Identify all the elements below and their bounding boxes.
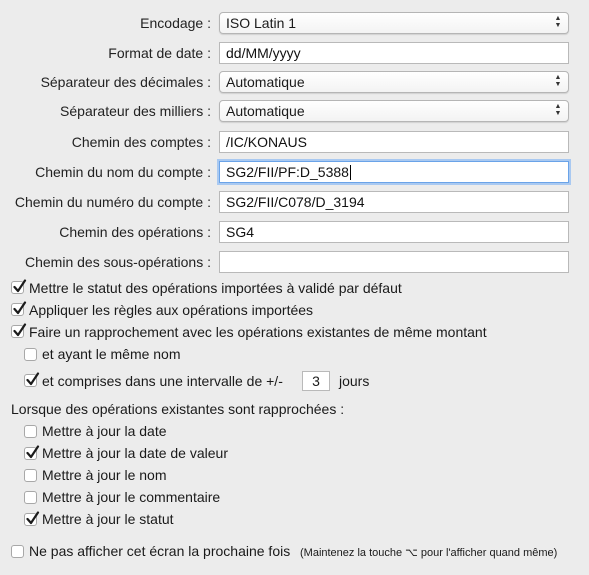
chemin-comptes-label: Chemin des comptes : [71, 134, 211, 150]
format-date-label: Format de date : [108, 45, 211, 61]
chemin-comptes-field[interactable]: /IC/KONAUS [219, 131, 569, 153]
rapprochement-checkbox[interactable] [11, 325, 24, 338]
chemin-operations-label: Chemin des opérations : [59, 224, 211, 240]
up-down-arrows-icon: ▲ ▼ [554, 74, 562, 88]
intervalle-unit-label: jours [339, 373, 370, 389]
sep-decimales-popup[interactable] [219, 71, 569, 93]
maj-date-valeur-checkbox[interactable] [24, 447, 37, 460]
chemin-sous-operations-field[interactable] [219, 251, 569, 273]
chemin-nom-compte-label: Chemin du nom du compte : [35, 164, 211, 180]
sep-decimales-label: Séparateur des décimales : [40, 74, 211, 90]
sep-milliers-row [0, 100, 589, 124]
chemin-numero-compte-row [0, 191, 589, 215]
encodage-label: Encodage : [140, 15, 211, 31]
chemin-operations-field[interactable]: SG4 [219, 221, 569, 243]
checkmark-icon [12, 301, 27, 316]
encodage-row [0, 12, 589, 36]
appliquer-regles-checkbox[interactable] [11, 303, 24, 316]
checkmark-icon [12, 323, 27, 338]
format-date-row [0, 42, 589, 66]
sep-decimales-value: Automatique [226, 74, 305, 90]
rapprochement-label: Faire un rapprochement avec les opérations existantes de même montant [29, 324, 487, 340]
chemin-operations-row [0, 221, 589, 245]
maj-commentaire-checkbox[interactable] [24, 491, 37, 504]
chemin-numero-compte-field[interactable]: SG2/FII/C078/D_3194 [219, 191, 569, 213]
chemin-sous-operations-row [0, 251, 589, 275]
maj-nom-label: Mettre à jour le nom [42, 467, 167, 483]
sep-milliers-label: Séparateur des milliers : [60, 103, 211, 119]
maj-nom-checkbox[interactable] [24, 469, 37, 482]
sep-milliers-value: Automatique [226, 103, 305, 119]
chemin-nom-compte-field[interactable] [219, 161, 569, 183]
checkmark-icon [25, 511, 40, 526]
chemin-nom-compte-value: SG2/FII/PF:D_5388 [226, 164, 349, 180]
statut-valide-checkbox[interactable] [11, 281, 24, 294]
statut-valide-label: Mettre le statut des opérations importées à validé par défaut [29, 280, 402, 296]
intervalle-checkbox[interactable] [24, 374, 37, 387]
meme-nom-checkbox[interactable] [24, 348, 37, 361]
checkmark-icon [25, 445, 40, 460]
maj-date-label: Mettre à jour la date [42, 423, 167, 439]
maj-date-valeur-label: Mettre à jour la date de valeur [42, 445, 228, 461]
chemin-nom-compte-row [0, 161, 589, 185]
maj-statut-label: Mettre à jour le statut [42, 511, 174, 527]
option-key-note: (Maintenez la touche ⌥ pour l'afficher quand même) [300, 547, 558, 559]
format-date-field[interactable]: dd/MM/yyyy [219, 42, 569, 64]
chemin-numero-compte-label: Chemin du numéro du compte : [14, 194, 211, 210]
chemin-comptes-row [0, 131, 589, 155]
sep-decimales-row [0, 71, 589, 95]
maj-commentaire-label: Mettre à jour le commentaire [42, 489, 221, 505]
up-down-arrows-icon: ▲ ▼ [554, 15, 562, 29]
maj-date-checkbox[interactable] [24, 425, 37, 438]
up-down-arrows-icon: ▲ ▼ [554, 103, 562, 117]
ne-pas-afficher-label: Ne pas afficher cet écran la prochaine fois [29, 543, 291, 559]
ne-pas-afficher-checkbox[interactable] [11, 545, 24, 558]
intervalle-days-field[interactable]: 3 [302, 371, 330, 391]
sep-milliers-popup[interactable] [219, 100, 569, 122]
maj-statut-checkbox[interactable] [24, 513, 37, 526]
checkmark-icon [25, 372, 40, 387]
encodage-value: ISO Latin 1 [226, 15, 297, 31]
intervalle-label: et comprises dans une intervalle de +/- [42, 373, 283, 389]
meme-nom-label: et ayant le même nom [42, 346, 181, 362]
appliquer-regles-label: Appliquer les règles aux opérations importées [29, 302, 314, 318]
rapprochees-heading: Lorsque des opérations existantes sont rapprochées : [11, 401, 345, 417]
chemin-sous-operations-label: Chemin des sous-opérations : [25, 254, 211, 270]
text-caret [350, 165, 351, 180]
encodage-popup[interactable] [219, 12, 569, 34]
checkmark-icon [12, 279, 27, 294]
